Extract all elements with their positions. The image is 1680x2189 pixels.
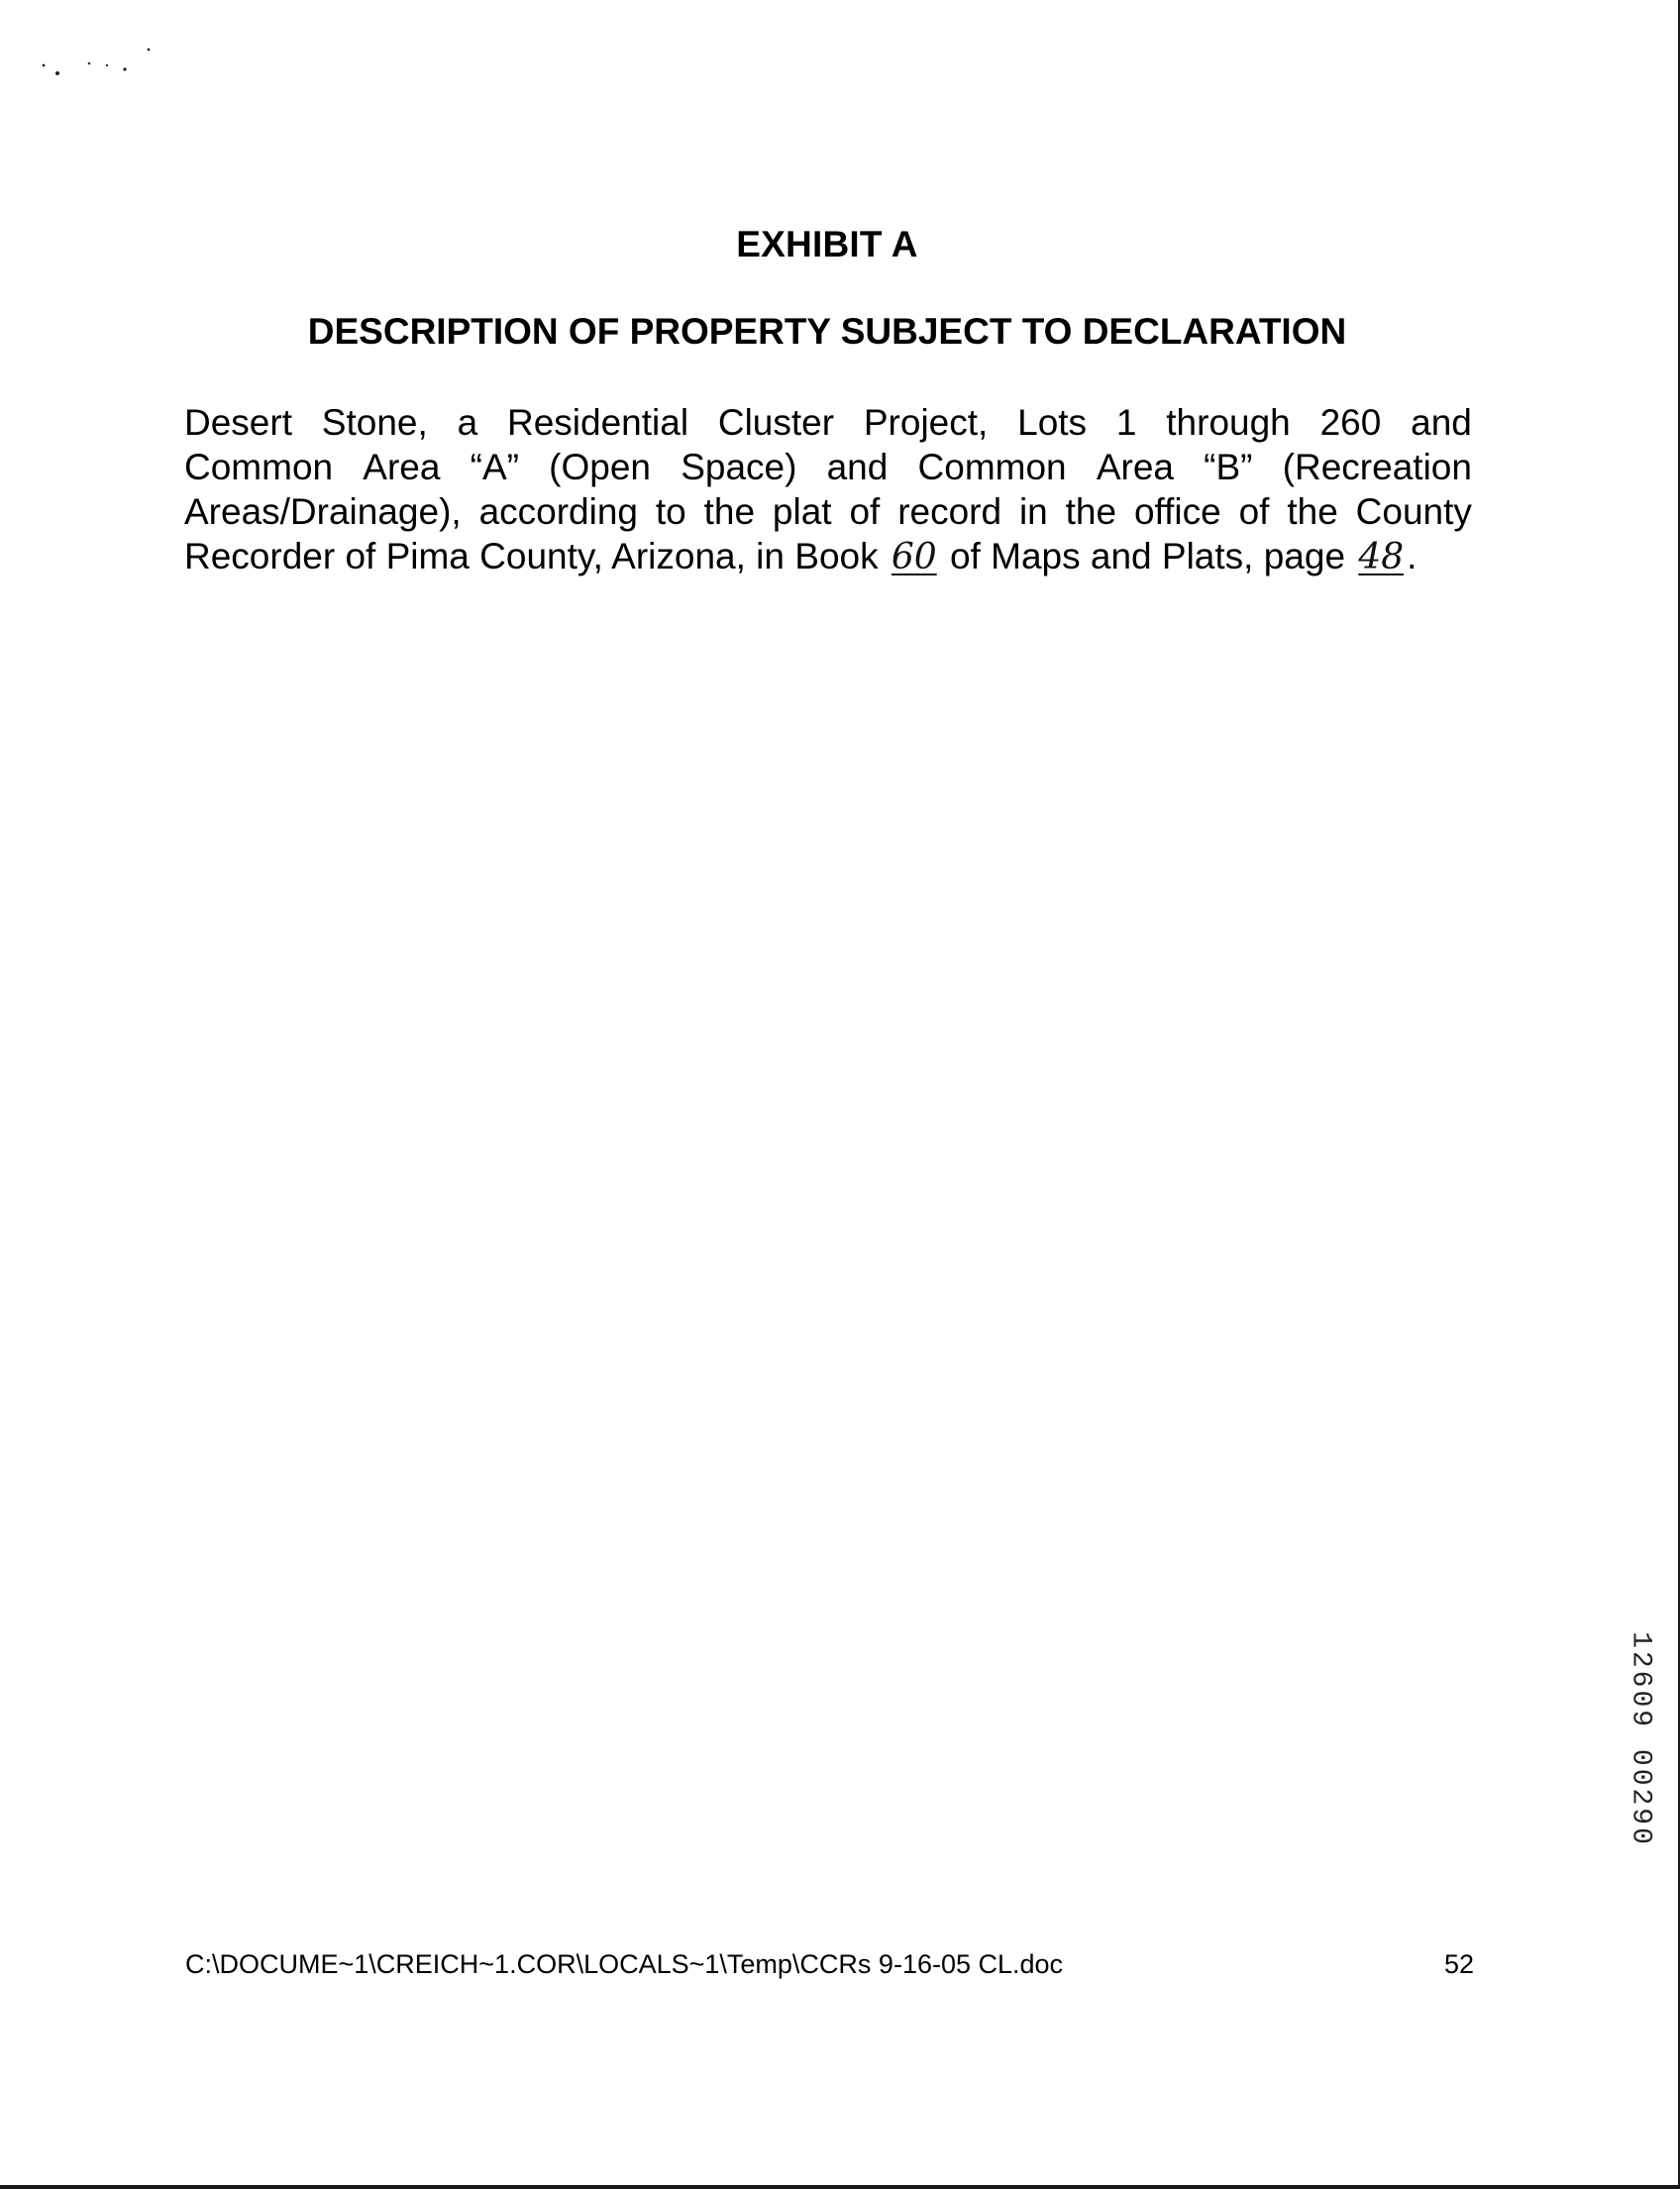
- description-word: to: [655, 491, 686, 532]
- scan-specks: [40, 40, 158, 79]
- text-maps-and-plats: of Maps and Plats, page: [949, 536, 1346, 576]
- description-word: “B”: [1204, 447, 1253, 487]
- exhibit-title: EXHIBIT A: [736, 224, 918, 264]
- description-word: plat: [772, 491, 832, 532]
- description-word: Residential: [506, 402, 689, 443]
- description-word: (Open: [549, 447, 651, 487]
- description-word: Area: [1096, 447, 1174, 487]
- description-word: 260: [1319, 402, 1382, 443]
- description-word: and: [826, 447, 889, 487]
- description-word: Space): [681, 447, 797, 487]
- property-description: [184, 400, 1472, 579]
- description-word: Project,: [863, 402, 989, 443]
- description-line: [184, 489, 1472, 534]
- handwritten-book-number: 60: [891, 537, 937, 577]
- description-word: Areas/Drainage),: [184, 491, 462, 532]
- description-word: County: [1355, 491, 1472, 532]
- description-word: the: [703, 491, 756, 532]
- description-word: Common: [917, 447, 1067, 487]
- description-word: according: [478, 491, 638, 532]
- description-word: and: [1411, 402, 1472, 443]
- description-word: record: [897, 491, 1002, 532]
- description-last-line: [184, 534, 1472, 579]
- description-word: the: [1287, 491, 1338, 532]
- footer-page-number: 52: [1444, 1949, 1475, 1979]
- description-line: [184, 445, 1472, 489]
- description-word: Common: [184, 447, 334, 487]
- description-word: a: [457, 402, 478, 443]
- handwritten-page-number: 48: [1358, 537, 1405, 577]
- exhibit-subtitle: DESCRIPTION OF PROPERTY SUBJECT TO DECLARATION: [307, 311, 1347, 352]
- recording-stamp-text: 12609 00290: [1625, 1631, 1656, 1847]
- description-word: Stone,: [321, 402, 428, 443]
- description-word: Lots: [1017, 402, 1088, 443]
- description-word: “A”: [470, 447, 519, 487]
- scan-edge-bottom: [0, 2185, 1680, 2189]
- description-word: of: [849, 491, 881, 532]
- recording-stamp: [1621, 1591, 1660, 1888]
- description-word: office: [1133, 491, 1221, 532]
- description-word: 1: [1115, 402, 1137, 443]
- description-word: Cluster: [717, 402, 835, 443]
- description-word: Area: [363, 447, 441, 487]
- description-word: the: [1065, 491, 1117, 532]
- description-word: of: [1238, 491, 1270, 532]
- description-word: in: [1018, 491, 1048, 532]
- text-period: .: [1407, 536, 1418, 576]
- footer-file-path: C:\DOCUME~1\CREICH~1.COR\LOCALS~1\Temp\CCRs 9-16-05 CL.doc: [185, 1949, 1064, 1979]
- description-word: through: [1166, 402, 1291, 443]
- text-before-book: Recorder of Pima County, Arizona, in Book: [184, 536, 879, 576]
- description-line: [184, 400, 1472, 445]
- description-word: (Recreation: [1282, 447, 1472, 487]
- description-word: Desert: [184, 402, 292, 443]
